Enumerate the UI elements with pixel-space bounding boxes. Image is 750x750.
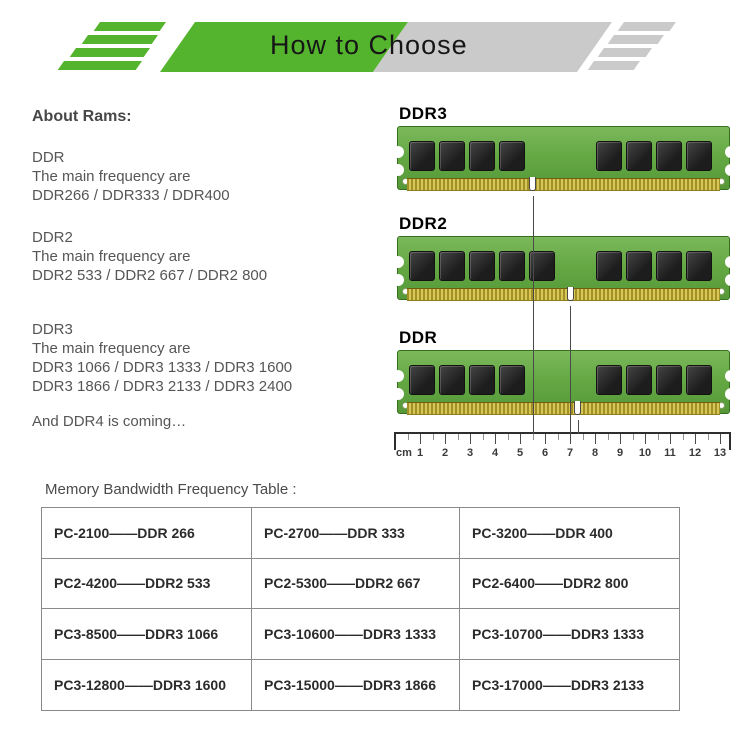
about-line: And DDR4 is coming… [32, 413, 187, 430]
ruler-half-tick [708, 434, 709, 440]
table-cell: PC-2100——DDR 266 [42, 508, 252, 559]
ruler-half-tick [408, 434, 409, 440]
ruler-tick [570, 434, 571, 444]
memory-chip-icon [656, 141, 682, 171]
ram-module [397, 236, 730, 306]
banner-right-stripe [588, 61, 640, 70]
edge-notch [392, 274, 404, 286]
ruler-half-tick [533, 434, 534, 440]
ruler-tick [645, 434, 646, 444]
memory-chip-icon [409, 251, 435, 281]
notch-indicator-line [578, 420, 579, 434]
pin-notch [574, 401, 581, 415]
ruler-half-tick [558, 434, 559, 440]
about-paragraph [32, 148, 230, 205]
about-line: DDR3 [32, 321, 73, 338]
memory-chip-icon [439, 365, 465, 395]
table-cell: PC3-17000——DDR3 2133 [472, 676, 644, 693]
ruler-number: 9 [616, 447, 624, 459]
about-line: The main frequency are [32, 168, 191, 185]
ruler-half-tick [458, 434, 459, 440]
ruler-tick [595, 434, 596, 444]
about-heading: About Rams: [32, 108, 132, 125]
ruler-tick [445, 434, 446, 444]
ruler-tick [470, 434, 471, 444]
memory-chip-icon [469, 251, 495, 281]
memory-chip-icon [686, 141, 712, 171]
edge-notch [392, 370, 404, 382]
ram-module [397, 350, 730, 420]
ruler-tick [695, 434, 696, 444]
table-cell: PC3-8500——DDR3 1066 [42, 609, 252, 660]
pin-notch [567, 287, 574, 301]
edge-notch [725, 164, 737, 176]
banner-right-stripe [598, 48, 652, 57]
about-paragraph [32, 320, 292, 396]
memory-chip-icon [409, 141, 435, 171]
memory-chip-icon [439, 251, 465, 281]
ruler-half-tick [433, 434, 434, 440]
banner-right-stripe [608, 35, 664, 44]
banner-left-stripe [58, 61, 142, 70]
ruler-half-tick [583, 434, 584, 440]
memory-chip-icon [596, 251, 622, 281]
ruler-number: 4 [491, 447, 499, 459]
about-line: DDR2 533 / DDR2 667 / DDR2 800 [32, 267, 268, 284]
memory-chip-icon [596, 365, 622, 395]
about-line: DDR266 / DDR333 / DDR400 [32, 187, 230, 204]
memory-chip-icon [499, 141, 525, 171]
memory-chip-icon [626, 141, 652, 171]
about-line: The main frequency are [32, 340, 191, 357]
ruler-number: 5 [516, 447, 524, 459]
ruler-half-tick [508, 434, 509, 440]
table-cell: PC2-5300——DDR2 667 [252, 559, 460, 610]
ruler-number: 6 [541, 447, 549, 459]
table-cell: PC3-15000——DDR3 1866 [252, 660, 460, 711]
about-line: The main frequency are [32, 248, 191, 265]
ruler-half-tick [633, 434, 634, 440]
banner-left-stripe [82, 35, 158, 44]
about-line: DDR2 [32, 229, 73, 246]
ruler-number: 12 [688, 447, 702, 459]
memory-chip-icon [469, 365, 495, 395]
edge-notch [725, 256, 737, 268]
ruler-tick [520, 434, 521, 444]
banner-left-stripe [70, 48, 150, 57]
memory-chip-icon [626, 251, 652, 281]
about-line: DDR3 1066 / DDR3 1333 / DDR3 1600 [32, 359, 293, 376]
table-cell: PC-3200——DDR 400 [460, 508, 679, 559]
ruler-half-tick [683, 434, 684, 440]
memory-chip-icon [626, 365, 652, 395]
ruler-number: 11 [664, 447, 676, 459]
module-label: DDR [399, 328, 438, 347]
ruler-number: 7 [566, 447, 574, 459]
pin-strip [407, 178, 720, 191]
banner [0, 0, 750, 95]
edge-notch [725, 274, 737, 286]
ruler-unit-label: cm [396, 447, 412, 459]
memory-chip-icon [409, 365, 435, 395]
ruler-number: 8 [591, 447, 599, 459]
table-cell: PC2-4200——DDR2 533 [42, 559, 252, 610]
ruler-half-tick [483, 434, 484, 440]
notch-indicator-line [570, 306, 571, 434]
memory-chip-icon [439, 141, 465, 171]
memory-chip-icon [686, 251, 712, 281]
memory-chip-icon [596, 141, 622, 171]
ruler-tick [495, 434, 496, 444]
notch-indicator-line [533, 196, 534, 434]
ruler-tick [670, 434, 671, 444]
memory-chip-icon [656, 251, 682, 281]
table-cell: PC3-12800——DDR3 1600 [42, 660, 252, 711]
module-label: DDR2 [399, 214, 448, 233]
ruler-number: 10 [638, 447, 652, 459]
memory-chip-icon [499, 365, 525, 395]
edge-notch [392, 388, 404, 400]
memory-chip-icon [499, 251, 525, 281]
table-heading: Memory Bandwidth Frequency Table : [45, 481, 297, 498]
pin-strip [407, 288, 720, 301]
about-paragraph [32, 412, 186, 431]
table-cell: PC2-6400——DDR2 800 [460, 559, 679, 610]
edge-notch [392, 256, 404, 268]
pin-notch [529, 177, 536, 191]
edge-notch [392, 146, 404, 158]
ruler-tick [620, 434, 621, 444]
ruler-half-tick [608, 434, 609, 440]
edge-notch [725, 370, 737, 382]
pin-strip [407, 402, 720, 415]
edge-notch [725, 388, 737, 400]
ruler-number: 13 [713, 447, 727, 459]
memory-chip-icon [469, 141, 495, 171]
frequency-table [41, 507, 680, 711]
ram-module [397, 126, 730, 196]
ruler-half-tick [658, 434, 659, 440]
edge-notch [392, 164, 404, 176]
about-paragraph [32, 228, 267, 285]
about-line: DDR3 1866 / DDR3 2133 / DDR3 2400 [32, 378, 293, 395]
ruler-tick [720, 434, 721, 444]
table-cell: PC3-10600——DDR3 1333 [252, 609, 460, 660]
ruler-number: 3 [466, 447, 474, 459]
ruler-number: 2 [441, 447, 449, 459]
about-line: DDR [32, 149, 65, 166]
table-cell: PC-2700——DDR 333 [252, 508, 460, 559]
ruler-number: 1 [416, 447, 424, 459]
banner-right-stripe [618, 22, 676, 31]
banner-left-stripe [94, 22, 166, 31]
banner-title: How to Choose [270, 30, 468, 60]
table-cell: PC3-10700——DDR3 1333 [460, 609, 679, 660]
module-label: DDR3 [399, 104, 448, 123]
ruler-tick [545, 434, 546, 444]
edge-notch [725, 146, 737, 158]
memory-chip-icon [686, 365, 712, 395]
memory-chip-icon [656, 365, 682, 395]
ruler-tick [420, 434, 421, 444]
